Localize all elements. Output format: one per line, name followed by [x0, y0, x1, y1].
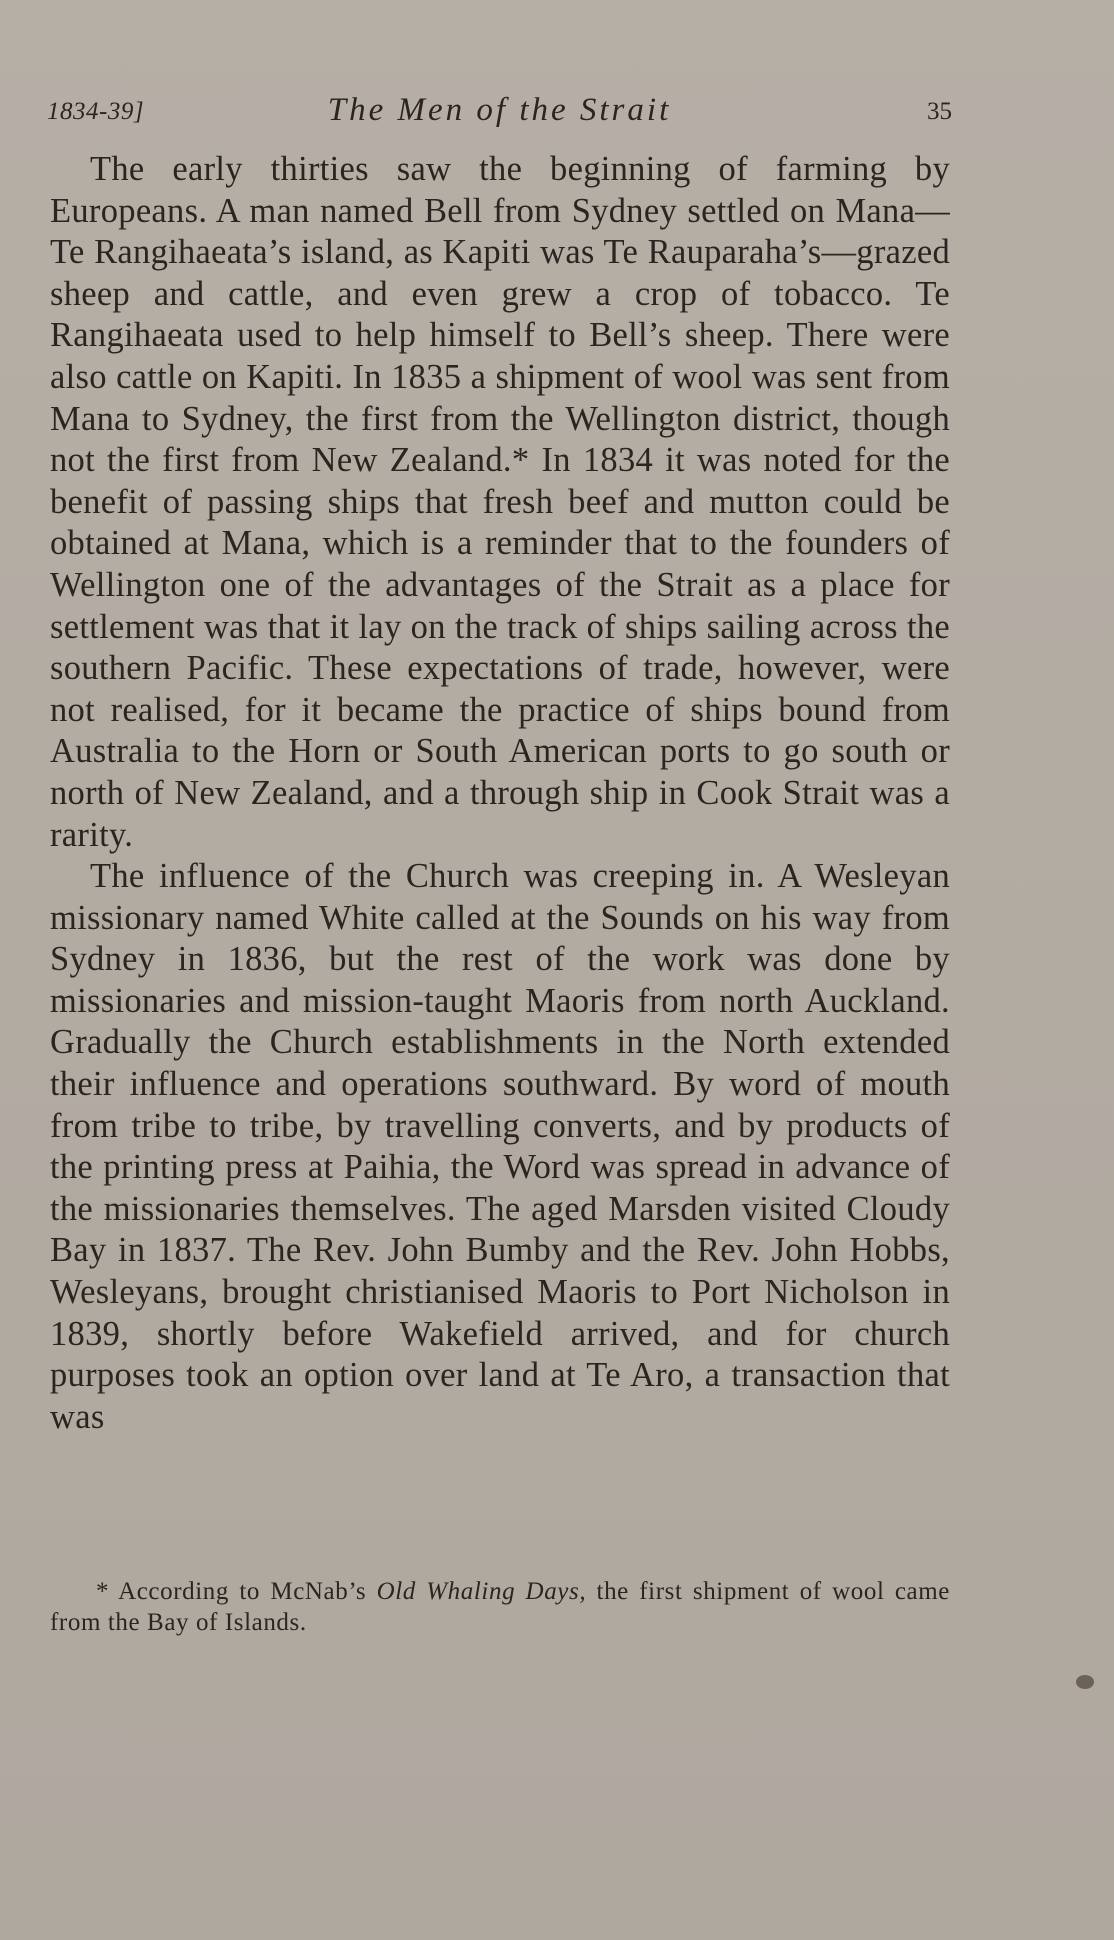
- page-number: 35: [927, 98, 952, 125]
- footnote-book-title: Old Whaling Days,: [376, 1578, 587, 1605]
- paragraph-church: The influence of the Church was creeping in. A Wesleyan missionary named White called at the Sounds on his way from Sydney in 1836, but the rest of the work was done by missionaries and mission-taught Maoris from north Auckland. Gradually the Church establishments in the North extended their influence and operations southward. By word of mouth from tribe to tribe, by travelling converts, and by products of the printing press at Paihia, the Word was spread in advance of the missionaries themselves. The aged Marsden visited Cloudy Bay in 1837. The Rev. John Bumby and the Rev. John Hobbs, Wesleyans, brought christianised Maoris to Port Nicholson in 1839, shortly before Wakefield arrived, and for church purposes took an option over land at Te Aro, a transaction that was: [50, 857, 950, 1436]
- paragraph-farming: The early thirties saw the beginning of farming by Europeans. A man named Bell from Sydney settled on Mana—Te Rangihaeata’s island, as Kapiti was Te Rauparaha’s—grazed sheep and cattle, and even grew a crop of tobacco. Te Rangihaeata used to help himself to Bell’s sheep. There were also cattle on Kapiti. In 1835 a shipment of wool was sent from Mana to Sydney, the first from the Wellington district, though not the first from New Zealand.* In 1834 it was noted for the benefit of passing ships that fresh beef and mutton could be obtained at Mana, which is a reminder that to the founders of Wellington one of the advantages of the Strait as a place for settlement was that it lay on the track of ships sailing across the southern Pacific. These expectations of trade, however, were not realised, for it became the practice of ships bound from Australia to the Horn or South American ports to go south or north of New Zealand, and a through ship in Cook Strait was a rarity.: [50, 150, 950, 854]
- footnote: [50, 1576, 950, 1638]
- chapter-title: The Men of the Strait: [327, 92, 672, 128]
- date-range: 1834-39]: [47, 98, 145, 125]
- footnote-rest: the first shipment of wool came from the Bay of Islands.: [50, 1578, 950, 1636]
- ink-spot: [1076, 1675, 1094, 1689]
- footnote-text: [50, 1576, 950, 1638]
- footnote-lead: * According to McNab’s: [96, 1578, 377, 1605]
- body-text: [50, 149, 950, 1438]
- running-head: [47, 92, 952, 136]
